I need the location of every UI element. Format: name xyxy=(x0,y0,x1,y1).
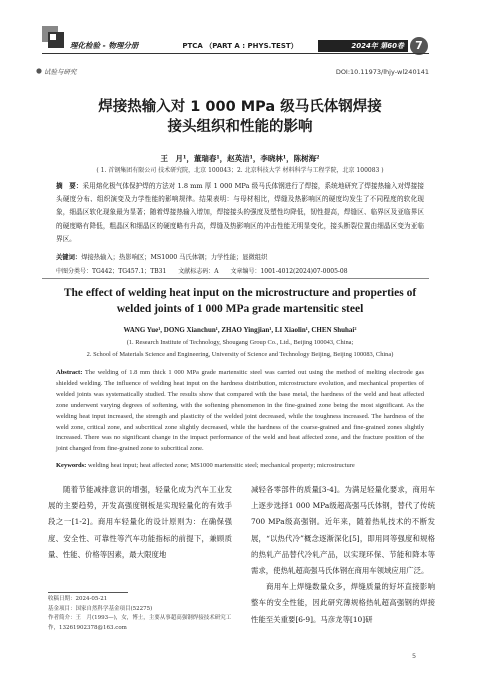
en-title-line2: welded joints of 1 000 MPa grade martensitic steel xyxy=(116,303,364,315)
en-keywords-label: Keywords: xyxy=(56,462,87,469)
doc-code: 文献标志码：A xyxy=(178,268,219,275)
fund-info: 基金项目：国家自然科学基金项目(52275) xyxy=(48,605,153,612)
footnote-rule xyxy=(48,592,128,593)
section-bullet-icon xyxy=(36,68,42,74)
en-affiliation-2: 2. School of Materials Science and Engineering, University of Science and Technology Beijing, Beijing 100083, China) xyxy=(86,351,394,358)
cn-keywords xyxy=(56,252,424,261)
en-abstract-text: The welding of 1.8 mm thick 1 000 MPa grade martensitic steel was carried out using the method of melting electrode gas shielded welding. The influence of welding heat input on the hardness distribution, microstructure evolution, and mechanical properties of welded joints was systematically studied. The results show that compared with the base metal, the hardness of the weld and heat affected zone underwent varying degrees of softening, with the softening phenomenon in the fine-grained zone being the most significant. As the welding heat input increased, the strength and plasticity of the welded joint decreased, while the toughness increased. The hardness of the weld zone, critical zone, and subcritical zone slightly decreased, while the hardness of the coarse-grained and fine-grained zones slightly increased. There was no significant change in the impact performance of the weld and heat affected zone, and the fracture position of the joint changed from fine-grained zone to subcritical zone. xyxy=(56,369,424,453)
body-paragraph: 商用车上焊缝数量众多，焊缝质量的好坏直接影响整车的安全性能，因此研究薄规格热轧超高强钢的焊接性能至关重要[6-9]。马彦龙等[10]研 xyxy=(251,582,435,624)
en-abstract-label: Abstract: xyxy=(56,369,83,376)
cn-keywords-text: 焊接热输入；热影响区；MS1000 马氏体钢；力学性能；显微组织 xyxy=(81,254,268,261)
body-right-column xyxy=(251,482,435,628)
en-keywords-text: welding heat input; heat affected zone; MS1000 martensitic steel; mechanical property; microstructure xyxy=(87,462,355,469)
issue-badge: 7 xyxy=(410,37,428,55)
article-id: 文章编号：1001-4012(2024)07-0005-08 xyxy=(230,268,348,275)
cn-title-line2: 接头组织和性能的影响 xyxy=(167,119,313,135)
cn-title-line1: 焊接热输入对 1 000 MPa 级马氏体钢焊接 xyxy=(98,99,382,115)
body-paragraph: 减轻各零部件的质量[3-4]。为满足轻量化要求，商用车上逐步选择1 000 MPa级超高强马氏体钢，替代了传统700 MPa级高强钢。近年来，随着热轧技术的不断发展，“以热代冷”概念逐渐深化[5]，即用同等强度和规格的热轧产品替代冷轧产品，以实现环保、节能和降本等需求，使热轧超高强马氏体钢在商用车领域应用广泛。 xyxy=(251,485,435,576)
cn-affiliation: ( 1. 首钢集团有限公司 技术研究院，北京 100043；2. 北京科技大学 材料科学与工程学院，北京 100083 ) xyxy=(96,167,384,174)
body-left-column: 随着节能减排意识的增强，轻量化成为汽车工业发展的主要趋势，开发高强度钢板是实现轻量化的有效手段之一[1-2]。商用车轻量化的设计原则为：在确保强度、安全性、可靠性等汽车功能指标的前提下，兼顾质量、性能、价格等因素，最大限度地 xyxy=(48,485,232,559)
header-rule xyxy=(42,53,429,54)
received-date: 收稿日期：2024-05-21 xyxy=(48,596,108,602)
section-tag: 试验与研究 xyxy=(44,68,77,76)
cn-keywords-label: 关键词： xyxy=(56,254,82,261)
en-title-line1: The effect of welding heat input on the microstructure and properties of xyxy=(63,287,417,299)
journal-name-header: PTCA （PART A : PHYS.TEST） xyxy=(182,42,298,50)
cn-abstract xyxy=(56,180,424,246)
en-keywords xyxy=(56,462,424,469)
journal-section-name: 理化检验 - 物理分册 xyxy=(70,41,139,50)
page-number: 5 xyxy=(412,652,417,660)
en-authors: WANG Yue¹, DONG Xianchun¹, ZHAO Yingjian¹, LI Xiaolin¹, CHEN Shuhai² xyxy=(123,326,357,334)
en-abstract xyxy=(56,368,424,455)
author-bio: 作者简介：王 月(1993—)，女，博士，主要从事超高强钢焊接技术研究工作，13261902378@163.com xyxy=(48,615,232,631)
cn-authors: 王 月¹，董瑞春¹，赵英洁¹，李晓林¹，陈树海² xyxy=(160,154,320,163)
year-volume-bar: 2024年 第60卷 xyxy=(318,40,408,52)
cn-meta xyxy=(56,266,436,275)
clc-number: 中图分类号：TG442；TG457.1；TB31 xyxy=(56,268,167,275)
section-divider xyxy=(42,278,429,279)
cn-abstract-text: 采用熔化极气体保护焊的方法对 1.8 mm 厚 1 000 MPa 级马氏体钢进行了焊接，系统地研究了焊接热输入对焊接接头硬度分布、组织演变及力学性能的影响规律。结果表明：与母材相比，焊缝及热影响区的硬度均发生了不同程度的软化现象，细晶区软化现象最为显著；随着焊接热输入增加，焊接接头的强度及塑性均降低，韧性提高，焊缝区、临界区及亚临界区的硬度略有降低，粗晶区和细晶区的硬度略有升高，焊缝及热影响区的冲击性能无明显变化，接头断裂位置由细晶区变为亚临界区。 xyxy=(56,182,425,243)
cn-abstract-label: 摘 要： xyxy=(56,182,83,190)
footnotes xyxy=(48,595,232,633)
en-affiliation-1: (1. Research Institute of Technology, Shougang Group Co., Ltd., Beijing 100043, China; xyxy=(126,339,354,346)
doi: DOI:10.11973/lhjy-wl240141 xyxy=(335,68,429,76)
